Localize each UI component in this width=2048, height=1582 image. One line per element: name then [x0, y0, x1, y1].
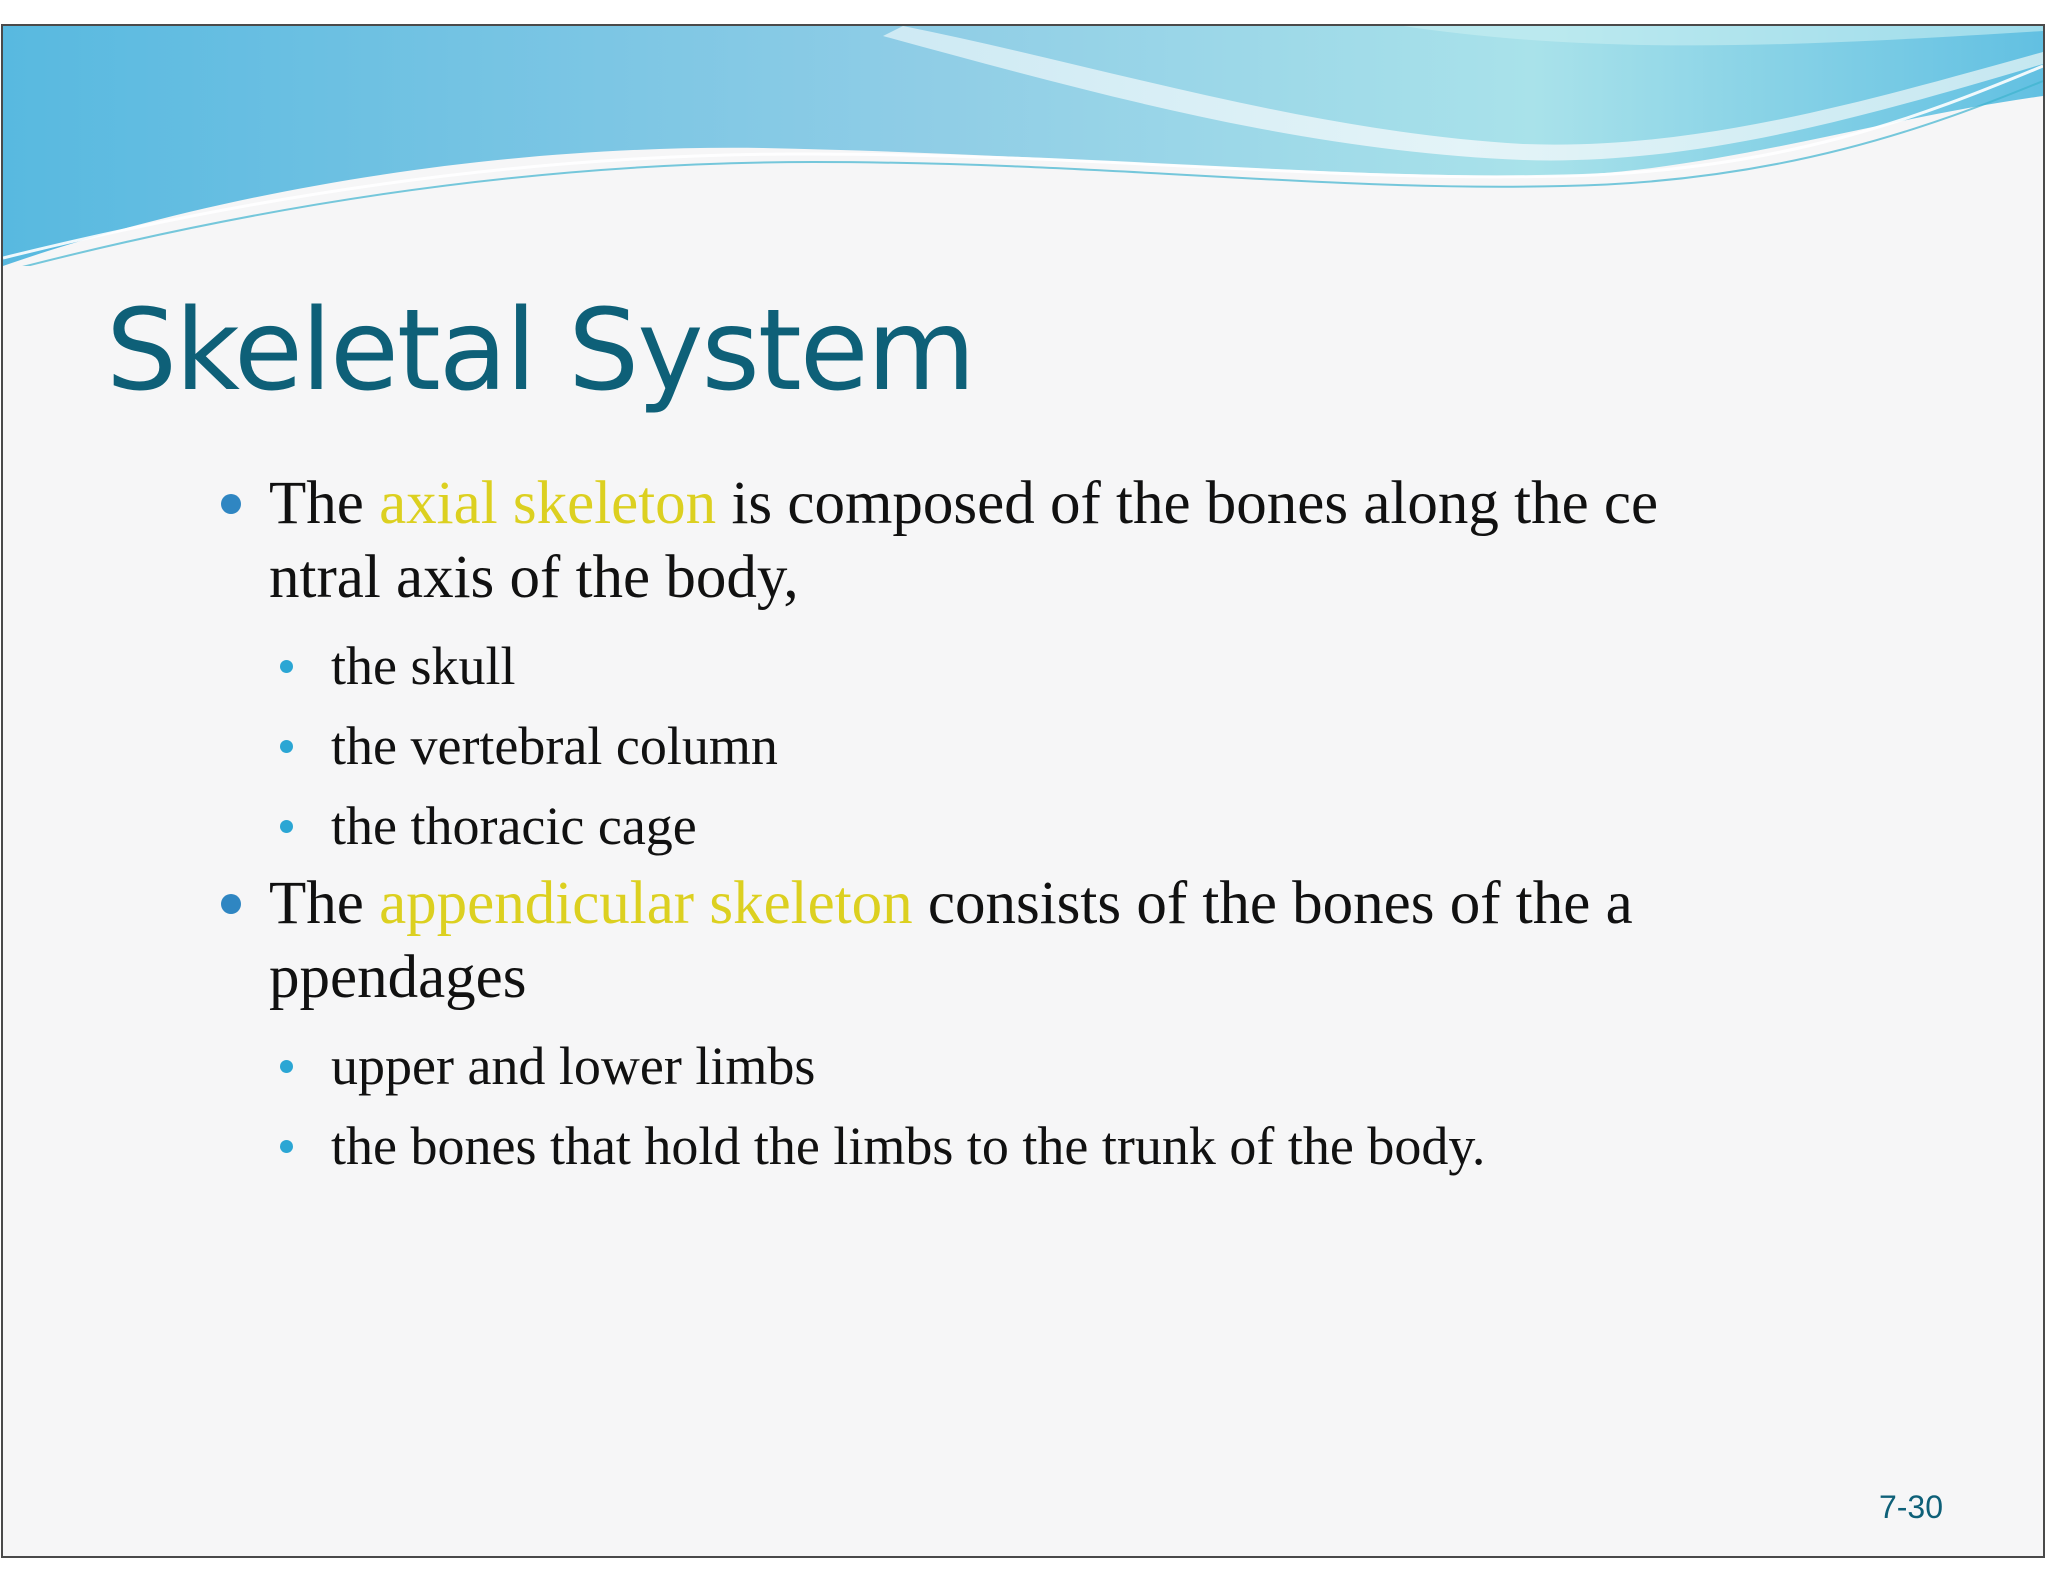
sub-bullet-dot-icon — [280, 740, 293, 753]
bullet-1-text-post: is composed of the bones along the ce — [716, 470, 1659, 537]
sub-bullet-item: upper and lower limbs — [331, 1036, 816, 1096]
sub-bullet-dot-icon — [280, 1140, 293, 1153]
sub-bullet-dot-icon — [280, 1060, 293, 1073]
sub-bullet-dot-icon — [280, 660, 293, 673]
bullet-dot-icon — [221, 894, 241, 914]
bullet-2-line-2: ppendages — [269, 944, 527, 1011]
slide-body — [3, 26, 2043, 1556]
slide-title: Skeletal System — [106, 286, 974, 416]
bullet-1-line-2: ntral axis of the body, — [269, 544, 799, 611]
bullet-1-text-pre: The — [269, 470, 380, 537]
bullet-2-highlight-term: appendicular skeleton — [379, 870, 913, 937]
bullet-2-text-pre: The — [269, 870, 380, 937]
sub-bullet-item: the bones that hold the limbs to the trunk of the body. — [331, 1116, 1486, 1176]
bullet-1-line-1 — [269, 467, 1658, 541]
sub-bullet-item: the skull — [331, 636, 516, 696]
slide — [1, 24, 2045, 1558]
bullet-2-text-post: consists of the bones of the a — [912, 870, 1633, 937]
sub-bullet-item: the thoracic cage — [331, 796, 697, 856]
sub-bullet-item: the vertebral column — [331, 716, 778, 776]
bullet-2-line-1 — [269, 867, 1633, 941]
page-number: 7-30 — [1878, 1489, 1943, 1525]
sub-bullet-dot-icon — [280, 820, 293, 833]
bullet-1-highlight-term: axial skeleton — [379, 470, 717, 537]
bullet-dot-icon — [221, 494, 241, 514]
